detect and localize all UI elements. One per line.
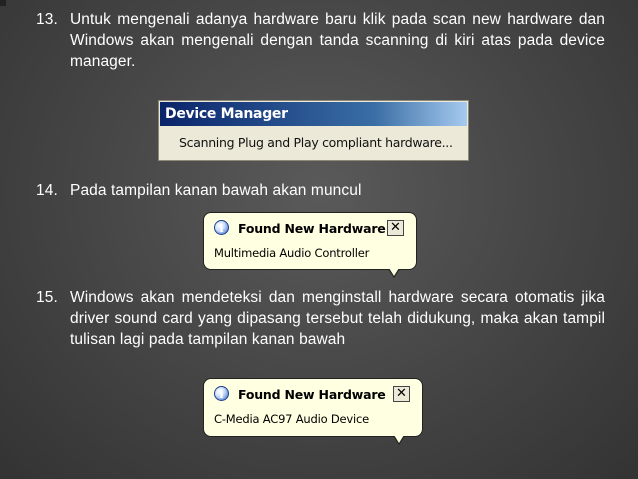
- list-item-14: [36, 180, 605, 201]
- balloon-title: Found New Hardware: [238, 221, 386, 236]
- item-text: Pada tampilan kanan bawah akan muncul: [70, 182, 362, 199]
- close-button[interactable]: ✕: [393, 386, 410, 402]
- item-number: 13.: [36, 11, 58, 28]
- device-manager-screenshot: [158, 100, 469, 161]
- balloon-body: Multimedia Audio Controller: [214, 246, 370, 260]
- item-text: Untuk mengenali adanya hardware baru klik pada scan new hardware dan Windows akan mengenali dengan tanda scanning di kiri atas pada device manager.: [70, 11, 605, 70]
- found-new-hardware-balloon: [203, 212, 417, 270]
- info-icon: i: [214, 386, 229, 401]
- slide-corner: [0, 0, 6, 6]
- balloon-tail: [393, 436, 405, 445]
- device-manager-title: Device Manager: [160, 102, 467, 126]
- list-item-15: [36, 287, 605, 350]
- close-button[interactable]: ✕: [387, 220, 404, 236]
- balloon-title: Found New Hardware: [238, 387, 386, 402]
- item-number: 15.: [36, 289, 58, 306]
- device-manager-status: Scanning Plug and Play compliant hardware...: [179, 135, 453, 150]
- item-text: Windows akan mendeteksi dan menginstall hardware secara otomatis jika driver sound card yang dipasang tersebut telah didukung, maka akan tampil tulisan lagi pada tampilan kanan bawah: [70, 289, 605, 348]
- info-icon: i: [214, 220, 229, 235]
- list-item-13: [36, 9, 605, 72]
- found-new-hardware-balloon: [203, 378, 423, 437]
- item-number: 14.: [36, 182, 58, 199]
- balloon-tail: [388, 269, 400, 278]
- balloon-body: C-Media AC97 Audio Device: [214, 412, 370, 426]
